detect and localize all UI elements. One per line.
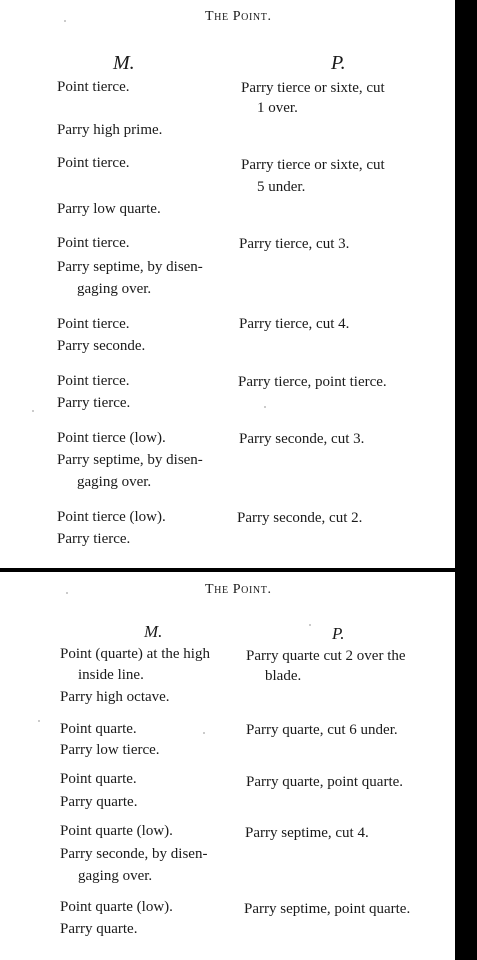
p-line: Parry tierce, cut 3. bbox=[239, 236, 350, 252]
m-line: Parry low tierce. bbox=[60, 742, 160, 758]
paper-speck bbox=[203, 732, 205, 734]
p-line: Parry tierce, point tierce. bbox=[238, 374, 387, 390]
m-line: Point tierce (low). bbox=[57, 430, 166, 446]
paper-speck bbox=[64, 20, 66, 22]
p-line: Parry quarte cut 2 over the bbox=[246, 648, 406, 664]
m-line: Parry high prime. bbox=[57, 122, 163, 138]
p-line: Parry seconde, cut 3. bbox=[239, 431, 365, 447]
p-line: 5 under. bbox=[257, 179, 306, 195]
m-line: Point tierce. bbox=[57, 316, 130, 332]
m-line: gaging over. bbox=[77, 474, 152, 490]
m-line: Parry quarte. bbox=[60, 794, 138, 810]
m-line: Parry septime, by disen- bbox=[57, 452, 203, 468]
p-line: Parry quarte, point quarte. bbox=[246, 774, 404, 790]
p-line: blade. bbox=[265, 668, 302, 684]
p-line: Parry quarte, cut 6 under. bbox=[246, 722, 398, 738]
p-line: Parry tierce, cut 4. bbox=[239, 316, 350, 332]
p-line: Parry septime, cut 4. bbox=[245, 825, 369, 841]
book-page-2 bbox=[0, 572, 455, 960]
paper-speck bbox=[38, 720, 40, 722]
m-line: Parry quarte. bbox=[60, 921, 138, 937]
p-line: Parry septime, point quarte. bbox=[244, 901, 411, 917]
column-header-p: P. bbox=[331, 52, 346, 74]
p-line: Parry tierce or sixte, cut bbox=[241, 80, 385, 96]
m-line: Point quarte. bbox=[60, 721, 137, 737]
m-line: Point tierce. bbox=[57, 155, 130, 171]
m-line: Point tierce. bbox=[57, 373, 130, 389]
m-line: Parry seconde, by disen- bbox=[60, 846, 208, 862]
m-line: Parry high octave. bbox=[60, 689, 170, 705]
paper-speck bbox=[32, 410, 34, 412]
column-header-p: P. bbox=[332, 624, 345, 643]
p-line: 1 over. bbox=[257, 100, 298, 116]
m-line: Point tierce (low). bbox=[57, 509, 166, 525]
p-line: Parry seconde, cut 2. bbox=[237, 510, 363, 526]
m-line: Point tierce. bbox=[57, 79, 130, 95]
paper-speck bbox=[264, 406, 266, 408]
m-line: Parry low quarte. bbox=[57, 201, 161, 217]
paper-speck bbox=[66, 592, 68, 594]
m-line: Parry septime, by disen- bbox=[57, 259, 203, 275]
column-header-m: M. bbox=[144, 622, 163, 641]
m-line: Parry tierce. bbox=[57, 531, 131, 547]
m-line: gaging over. bbox=[78, 868, 153, 884]
paper-speck bbox=[309, 624, 311, 626]
m-line: Point (quarte) at the high bbox=[60, 646, 210, 662]
m-line: Parry tierce. bbox=[57, 395, 131, 411]
m-line: Parry seconde. bbox=[57, 338, 146, 354]
running-title: The Point. bbox=[205, 9, 272, 24]
m-line: inside line. bbox=[78, 667, 144, 683]
m-line: Point quarte (low). bbox=[60, 899, 173, 915]
m-line: Point tierce. bbox=[57, 235, 130, 251]
m-line: gaging over. bbox=[77, 281, 152, 297]
p-line: Parry tierce or sixte, cut bbox=[241, 157, 385, 173]
m-line: Point quarte. bbox=[60, 771, 137, 787]
m-line: Point quarte (low). bbox=[60, 823, 173, 839]
column-header-m: M. bbox=[113, 52, 135, 74]
running-title: The Point. bbox=[205, 582, 272, 597]
